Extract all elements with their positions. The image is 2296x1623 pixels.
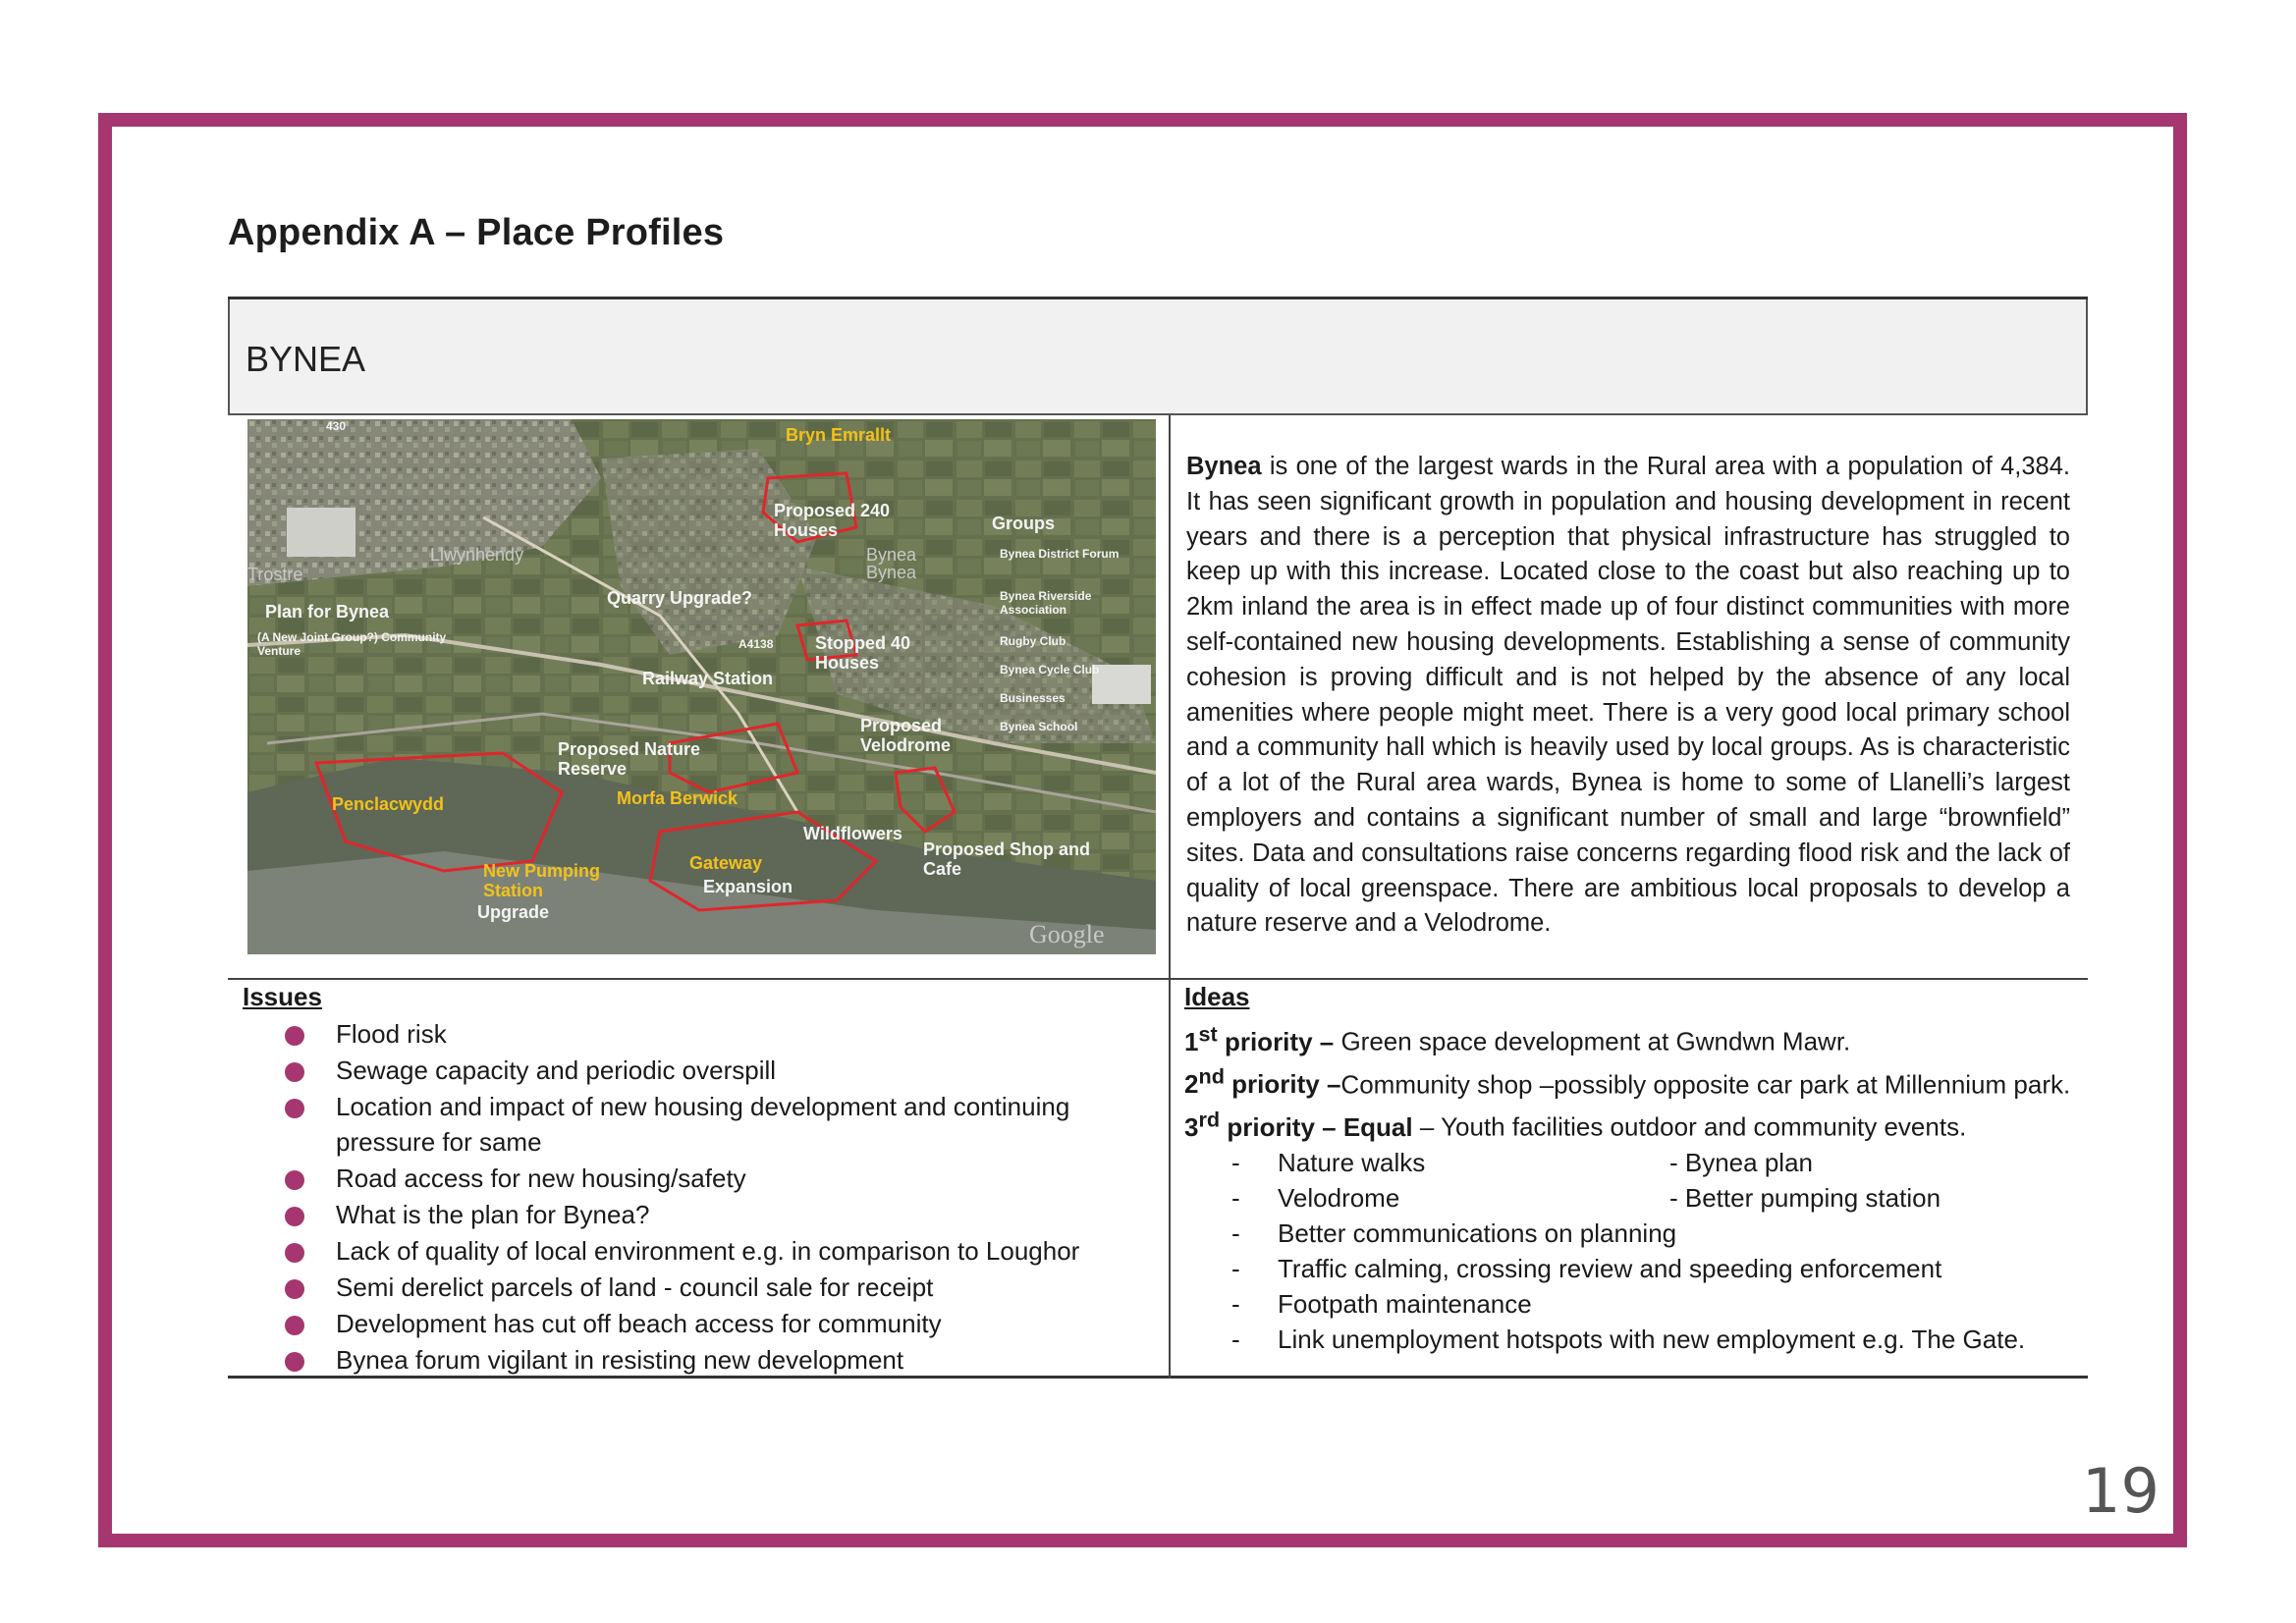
issue-text: Development has cut off beach access for community [336, 1309, 942, 1338]
dash-icon: - [1231, 1288, 1240, 1319]
issue-text: Location and impact of new housing development and continuing pressure for same [336, 1092, 1070, 1157]
map-label-bynea-1: Bynea [866, 545, 917, 565]
place-name: BYNEA [246, 339, 366, 379]
list-item [1184, 1251, 2073, 1286]
list-item [243, 1161, 1156, 1196]
map-label-trostre: Trostre [247, 565, 303, 584]
map-label-bryn-emrallt: Bryn Emrallt [786, 425, 892, 445]
priority-2-number: 2 [1184, 1069, 1199, 1100]
idea-text-secondary: - Better pumping station [1669, 1182, 1941, 1213]
idea-text: Footpath maintenance [1278, 1288, 1532, 1319]
map-label-gateway: Gateway [689, 853, 763, 873]
list-item [243, 1270, 1156, 1305]
list-item [243, 1342, 1156, 1378]
list-item [243, 1306, 1156, 1341]
map-label-llwynhendy: Llwynhendy [430, 545, 524, 565]
map-label-joint-group: (A New Joint Group?) Community Venture [257, 630, 447, 658]
issues-title: Issues [243, 982, 322, 1011]
issue-text: Sewage capacity and periodic overspill [336, 1055, 777, 1085]
place-header [228, 299, 2088, 415]
map-label-pumping-station: New Pumping Station [483, 861, 601, 900]
issue-text: Lack of quality of local environment e.g. in comparison to Loughor [336, 1236, 1080, 1266]
list-item [1184, 1180, 2073, 1216]
priority-1-label: priority – [1217, 1026, 1335, 1056]
priority-2-label: priority – [1224, 1069, 1341, 1100]
ideas-list [1184, 1145, 2073, 1357]
bullet-icon [285, 1207, 304, 1226]
bullet-icon [285, 1316, 304, 1335]
page-heading: Appendix A – Place Profiles [228, 212, 725, 253]
priority-1-number: 1 [1184, 1026, 1199, 1056]
dash-icon: - [1231, 1253, 1240, 1283]
bullet-icon [285, 1170, 304, 1190]
list-item [1184, 1286, 2073, 1322]
idea-text-secondary: - Bynea plan [1669, 1147, 1813, 1177]
issues-list [243, 1016, 1156, 1378]
bullet-icon [285, 1352, 304, 1372]
map-label-upgrade: Upgrade [477, 902, 550, 922]
priority-3 [1184, 1102, 2073, 1145]
map-label-cycle-club: Bynea Cycle Club [1000, 663, 1100, 676]
list-item [1184, 1322, 2073, 1357]
map-label-riverside-association: Bynea Riverside Association [1000, 589, 1092, 617]
map-label-nature-reserve: Proposed Nature Reserve [558, 739, 701, 779]
issue-text: Flood risk [336, 1019, 447, 1049]
issue-text: Road access for new housing/safety [336, 1163, 746, 1193]
map-label-penclacwydd: Penclacwydd [332, 794, 445, 814]
bullet-icon [285, 1062, 304, 1082]
issue-text: Bynea forum vigilant in resisting new development [336, 1345, 904, 1375]
list-item [1184, 1145, 2073, 1180]
map-label-wildflowers: Wildflowers [803, 824, 902, 843]
priority-3-text: – Youth facilities outdoor and community events. [1412, 1111, 1967, 1142]
description-text: is one of the largest wards in the Rural area with a population of 4,384. It has seen significant growth in population and housing development in recent years and there is a perception that physical infrastructure has struggled to keep up with this increase. Located close to the coast but also reaching up to 2km inland the area is in effect made up of four distinct communities with more self-contained new housing developments. Establishing a sense of community cohesion is proving difficult and is not helped by the absence of any local amenities where people might meet. There is a very good local primary school and a community hall which is heavily used by local groups. As is characteristic of a lot of the Rural area wards, Bynea is home to some of Llanelli’s largest employers and contains a significant number of small and large “brownfield” sites. Data and consultations raise concerns regarding flood risk and the lack of quality of local greenspace. There are ambitious local proposals to develop a nature reserve and a Velodrome. [1186, 453, 2070, 938]
map-label-rugby-club: Rugby Club [1000, 634, 1066, 648]
aerial-map [247, 419, 1156, 954]
issue-text: Semi derelict parcels of land - council sale for receipt [336, 1272, 934, 1302]
dash-icon: - [1231, 1147, 1240, 1177]
place-description [1186, 450, 2070, 942]
map-label-proposed-houses: Proposed 240 Houses [774, 501, 891, 540]
bullet-icon [285, 1279, 304, 1299]
map-label-road-430: 430 [326, 419, 347, 433]
issues-section [243, 980, 1156, 1379]
map-label-road: A4138 [738, 637, 774, 651]
google-watermark: Google [1029, 920, 1105, 948]
priority-2-text: Community shop –possibly opposite car park at Millennium park. [1340, 1069, 2071, 1100]
list-item [243, 1197, 1156, 1232]
map-label-district-forum: Bynea District Forum [1000, 547, 1120, 561]
map-label-morfa-berwick: Morfa Berwick [617, 788, 738, 808]
map-label-expansion: Expansion [703, 877, 793, 896]
map-label-plan-for-bynea: Plan for Bynea [265, 602, 390, 622]
priority-1 [1184, 1016, 2073, 1059]
place-profile-table [228, 297, 2088, 1379]
idea-text: Better communications on planning [1278, 1217, 1677, 1248]
dash-icon: - [1231, 1217, 1240, 1248]
bullet-icon [285, 1099, 304, 1118]
priority-3-number: 3 [1184, 1111, 1199, 1142]
priority-2 [1184, 1059, 2073, 1103]
map-label-proposed-velodrome: Proposed Velodrome [860, 716, 952, 755]
idea-text: Nature walks [1278, 1147, 1426, 1177]
ideas-section [1184, 980, 2073, 1357]
dash-icon: - [1231, 1182, 1240, 1213]
priority-1-suffix: st [1198, 1021, 1218, 1046]
priority-1-text: Green space development at Gwndwn Mawr. [1334, 1026, 1851, 1056]
description-lead: Bynea [1186, 453, 1262, 480]
list-item [243, 1053, 1156, 1088]
column-divider [1169, 415, 1171, 1379]
list-item [243, 1089, 1156, 1160]
map-label-shop-cafe: Proposed Shop and Cafe [923, 839, 1091, 879]
bullet-icon [285, 1026, 304, 1046]
list-item [243, 1016, 1156, 1052]
map-label-groups: Groups [992, 514, 1056, 533]
ideas-title: Ideas [1184, 982, 1250, 1011]
priority-2-suffix: nd [1198, 1063, 1225, 1089]
idea-text: Traffic calming, crossing review and speeding enforcement [1278, 1253, 1942, 1283]
priority-3-label: priority – Equal [1220, 1111, 1413, 1142]
list-item [1184, 1216, 2073, 1251]
map-label-quarry-upgrade: Quarry Upgrade? [607, 588, 753, 608]
idea-text: Link unemployment hotspots with new employment e.g. The Gate. [1278, 1324, 2026, 1354]
map-label-bynea-2: Bynea [866, 563, 917, 582]
map-label-school: Bynea School [1000, 720, 1078, 733]
map-label-businesses: Businesses [1000, 691, 1066, 705]
dash-icon: - [1231, 1324, 1240, 1354]
map-label-stopped-houses: Stopped 40 Houses [815, 633, 911, 673]
bullet-icon [285, 1243, 304, 1263]
map-label-railway-station: Railway Station [642, 669, 774, 688]
issue-text: What is the plan for Bynea? [336, 1200, 650, 1229]
idea-text: Velodrome [1278, 1182, 1400, 1213]
list-item [243, 1233, 1156, 1269]
priority-3-suffix: rd [1198, 1107, 1221, 1132]
page-number: 19 [2082, 1455, 2159, 1527]
